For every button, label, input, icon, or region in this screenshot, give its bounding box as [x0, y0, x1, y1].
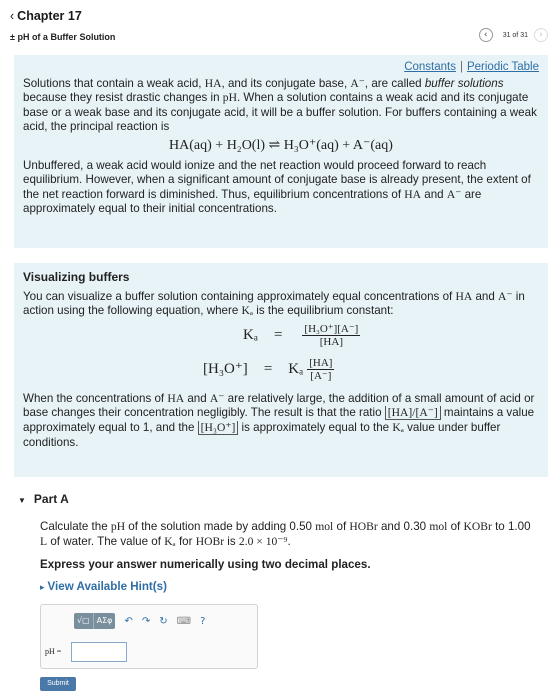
- keyboard-icon[interactable]: ⌨: [176, 615, 192, 627]
- link-separator: |: [459, 61, 463, 73]
- view-hints-link[interactable]: ▸ View Available Hint(s): [40, 580, 167, 593]
- chapter-label: Chapter 17: [17, 9, 82, 23]
- templates-button[interactable]: √▢: [74, 613, 94, 629]
- caret-right-icon: ▸: [40, 582, 45, 592]
- chapter-back-link[interactable]: [10, 9, 82, 23]
- answer-instruction: Express your answer numerically using two decimal places.: [40, 558, 371, 571]
- chevron-left-icon: ‹: [10, 9, 15, 23]
- principal-reaction-equation: HA(aq) + H₂O(l) ⇌ H₃O⁺(aq) + A⁻(aq): [169, 137, 393, 153]
- prev-page-button[interactable]: [479, 28, 493, 42]
- ph-label: pH =: [45, 647, 62, 656]
- reset-icon[interactable]: ↻: [159, 615, 168, 627]
- intro-paragraph-1: Solutions that contain a weak acid, HA, and its conjugate base, A⁻, are called buffer solutions because they resist drastic changes in pH. When a solution contains a weak acid and its conjugate base or a weak base and its conjugate acid, it will be a buffer solution. For buffers containing a weak acid, the principal reaction is: [23, 76, 537, 134]
- chevron-left-icon: ‹: [483, 30, 488, 40]
- redo-icon[interactable]: ↷: [141, 615, 151, 627]
- intro-paragraph-2: Unbuffered, a weak acid would ionize and the net reaction would proceed forward to reach equilibrium. However, when a significant amount of conjugate base is already present, the extent of the net reaction forward is diminished. Thus, equilibrium concentrations of HA and A⁻ are approximately equal to their initial concentrations.: [23, 158, 531, 216]
- caret-down-icon: ▼: [18, 496, 26, 505]
- chevron-right-icon: ›: [539, 30, 543, 40]
- viz-paragraph-1: You can visualize a buffer solution containing approximately equal concentrations of HA and A⁻ in action using the following equation, where Kₐ is the equilibrium constant:: [23, 289, 525, 318]
- next-page-button[interactable]: [534, 28, 548, 42]
- undo-icon[interactable]: ↶: [124, 615, 133, 627]
- resource-links: [23, 60, 539, 75]
- help-icon[interactable]: ?: [200, 615, 206, 627]
- pager: [479, 28, 548, 42]
- equilibrium-equations: [23, 321, 539, 387]
- visualizing-panel: [14, 263, 548, 477]
- periodic-table-link[interactable]: Periodic Table: [466, 61, 539, 73]
- part-a-label: Part A: [33, 492, 69, 506]
- ka-equation: Kₐ = $\frac{\text{[H₃O⁺][A⁻]}}{[HA]}$: [243, 322, 359, 348]
- submit-button[interactable]: Submit: [40, 677, 76, 691]
- page-count: 31 of 31: [502, 31, 528, 39]
- constants-link[interactable]: Constants: [404, 61, 456, 73]
- math-toolbar: [74, 613, 205, 629]
- part-a-question: Calculate the pH of the solution made by adding 0.50 mol of HOBr and 0.30 mol of KOBr to 1.00 L of water. The value of Kₐ for HOBr is 2.0 × 10⁻⁹.: [40, 520, 531, 548]
- symbols-button[interactable]: ΑΣφ: [94, 613, 116, 629]
- intro-panel: [14, 55, 548, 248]
- viz-heading: Visualizing buffers: [23, 270, 130, 284]
- answer-panel: [40, 604, 258, 669]
- h3o-equation: [H₃O⁺] = Kₐ $\frac{[HA]}{[A^-]}$: [203, 356, 333, 382]
- ph-answer-input[interactable]: [71, 642, 127, 662]
- part-a-toggle[interactable]: [18, 492, 69, 506]
- viz-paragraph-2: When the concentrations of HA and A⁻ are relatively large, the addition of a small amount of acid or base changes their concentration negligibly. The result is that the ratio [HA]/[A⁻] maintains a value approximately equal to 1, and the [H₃O⁺] is approximately equal to the Kₐ value under buffer conditions.: [23, 391, 535, 449]
- page-title: ± pH of a Buffer Solution: [10, 32, 116, 42]
